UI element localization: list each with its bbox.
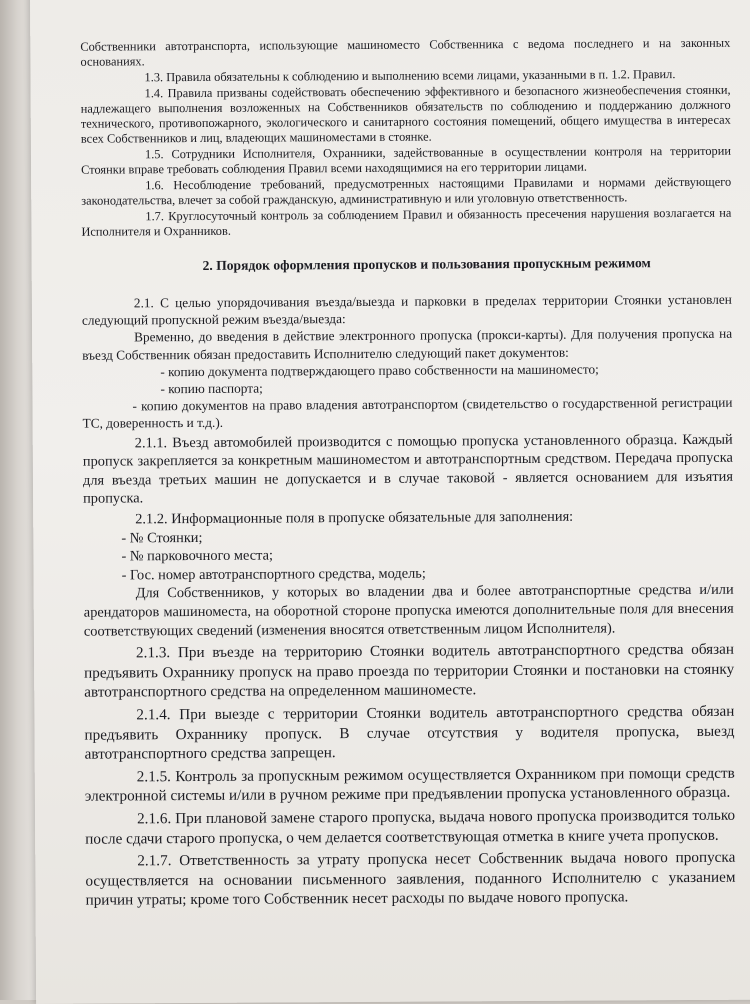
paragraph-1-3: 1.3. Правила обязательны к соблюдению и выполнению всеми лицами, указанными в п. 1.2. Правил. — [144, 67, 676, 85]
paragraph-1-6: 1.6. Несоблюдение требований, предусмотренных настоящими Правилами и нормами действующего законодательства, влечет за собой гражданскую, административную и или уголовную ответственность. — [81, 174, 732, 208]
paragraph-2-1-1: 2.1.1. Въезд автомобилей производится с помощью пропуска установленного образца. Каждый пропуск закрепляется за конкретным машиноместом и автотранспортным средством. Передача пропуска для въезда третьих машин не допускается и в случае таковой - является основанием для изъятия пропуска. — [82, 431, 734, 508]
section-2-heading: 2. Порядок оформления пропусков и пользования пропускным режимом — [202, 255, 651, 273]
documents-list — [82, 360, 732, 433]
paragraph-1-4: 1.4. Правила призваны содействовать обеспечению эффективного и безопасного жизнеобеспечения стоянки, надлежащего выполнения возложенных на Собственников обязательств по соблюдению и поддержанию должного технического, противопожарного, экологического и санитарного состояния помещений, общего имущества в интересах всех Собственников и лиц, владеющих машиноместами в стоянке. — [80, 82, 731, 146]
paragraph-1-7: 1.7. Круглосуточный контроль за соблюдением Правил и обязанность пресечения нарушения возлагается на Исполнителя и Охранников. — [81, 205, 732, 239]
paragraph-2-1-4: 2.1.4. При выезде с территории Стоянки водитель автотранспортного средства обязан предъявить Охраннику пропуск. В случае отсутствия у водителя пропуска, выезд автотранспортного средства запрещен. — [84, 702, 735, 763]
paragraph-2-1: 2.1. С целью упорядочивания въезда/выезда и парковки в пределах территории Стоянки установлен следующий пропускной режим въезда/выезда: — [81, 291, 732, 328]
paragraph-2-1-7: 2.1.7. Ответственность за утрату пропуска несет Собственник выдача нового пропуска осуществляется на основании письменного заявления, поданного Исполнителю с указанием причин утраты; кроме того Собственник несет расходы по выдаче нового пропуска. — [85, 848, 736, 909]
documents-list-item: - копию документов на право владения автотранспортом (свидетельство о государственной регистрации ТС, доверенность и т.д.). — [82, 394, 733, 432]
paragraph-2-1-2-owners: Для Собственников, у которых во владении два и более автотранспортные средства и/или арендаторов машиноместа, на оборотной стороне пропуска имеются дополнительные поля для внесения соответствующих сведений (изменения вносятся ответственным лицом Исполнителя). — [83, 582, 734, 640]
documents-list-item: - копию паспорта; — [160, 380, 263, 397]
fields-list-item: - № Стоянки; — [121, 529, 203, 547]
fields-list — [83, 525, 733, 585]
fields-list-item: - № парковочного места; — [121, 547, 274, 565]
documents-list-item: - копию документа подтверждающего право собственности на машиноместо; — [160, 361, 599, 380]
document-body — [80, 36, 735, 911]
fields-list-item: - Гос. номер автотранспортного средства, модель; — [121, 565, 426, 584]
paragraph-1-5: 1.5. Сотрудники Исполнителя, Охранники, задействованные в осуществлении контроля на территории Стоянки вправе требовать соблюдения Правил всеми находящимися на его территории лицами. — [81, 143, 732, 177]
paragraph-2-1-3: 2.1.3. При въезде на территорию Стоянки водитель автотранспортного средства обязан предъявить Охраннику пропуск на право проезда по территории Стоянки и постановки на стоянку автотранспортного средства на определенном машиноместе. — [84, 640, 735, 702]
paragraph-2-1-2: 2.1.2. Информационные поля в пропуске обязательные для заполнения: — [135, 508, 574, 528]
paragraph-2-1-6: 2.1.6. При плановой замене старого пропуска, выдача нового пропуска производится только после сдачи старого пропуска, о чем делается соответствующая отметка в книге учета пропусков. — [85, 806, 736, 848]
paragraph-2-1-temporary: Временно, до введения в действие электронного пропуска (прокси-карты). Для получения пропуска на въезд Собственник обязан предоставить Исполнителю следующий пакет документов: — [82, 326, 733, 363]
paragraph-lead: Собственники автотранспорта, использующие машиноместо Собственника с ведома последнего и на законных основаниях. — [80, 35, 731, 69]
document-page — [30, 0, 750, 1004]
paragraph-2-1-5: 2.1.5. Контроль за пропускным режимом осуществляется Охранником при помощи средств электронной системы и/или в ручном режиме при предъявлении пропуска установленного образца. — [84, 764, 735, 805]
